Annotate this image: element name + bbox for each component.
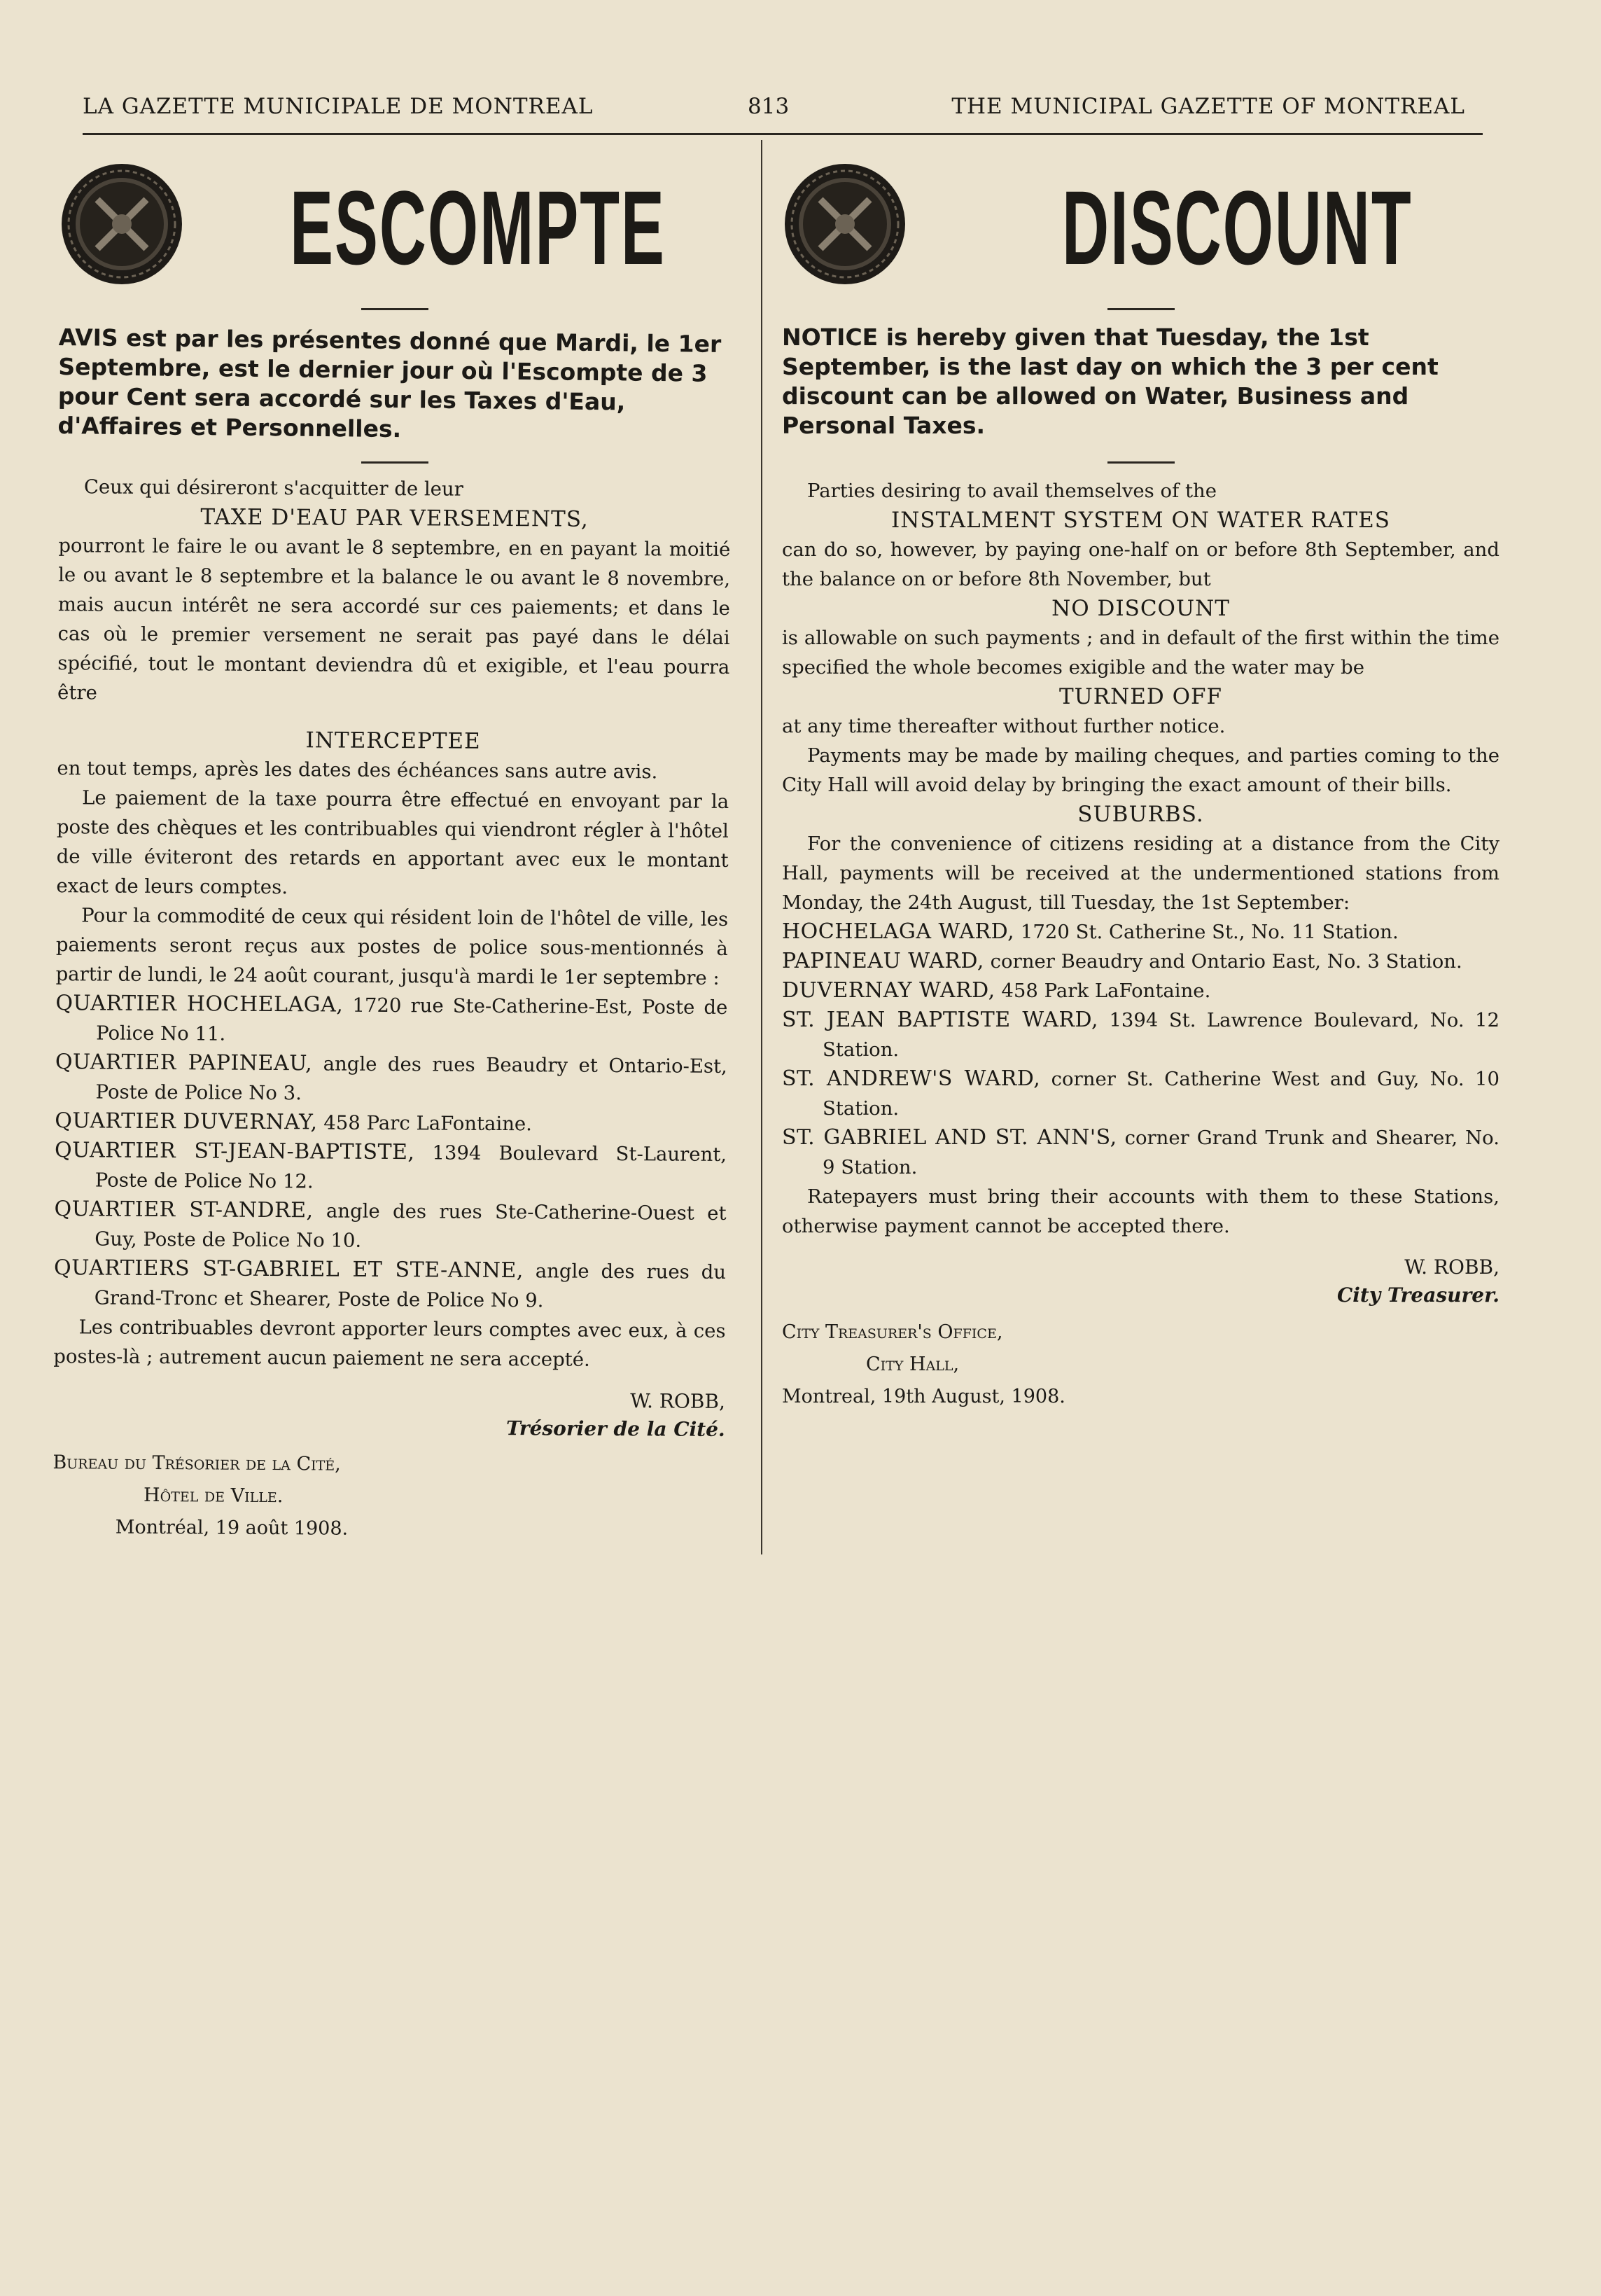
running-header (83, 90, 1465, 122)
english-heading-turned-off: TURNED OFF (1058, 684, 1223, 709)
ward-detail: corner Beaudry and Ontario East, No. 3 Station. (990, 950, 1462, 973)
signature-name: W. ROBB, (630, 1389, 726, 1413)
english-ward-entry (782, 1064, 1499, 1123)
ward-detail: 458 Park LaFontaine. (1001, 980, 1211, 1002)
ward-detail: 1720 rue Ste-Catherine-Est, Poste de Police No 11. (96, 994, 728, 1045)
city-seal-icon (782, 161, 908, 287)
office-date: Montreal, 19th August, 1908. (782, 1386, 1065, 1407)
english-notice: NOTICE is hereby given that Tuesday, the 1st September, is the last day on which the 3 per cent discount can be allowed on Water, Business and Personal Taxes. (782, 323, 1439, 439)
english-column (782, 154, 1499, 1413)
signature-role: Trésorier de la Cité. (505, 1417, 725, 1441)
french-paragraph: Le paiement de la taxe pourra être effectué en envoyant par la poste des chèques et les contribuables qui viendront régler à l'hôtel de ville éviteront des retards en apportant avec eux le montant exact de leurs comptes. (56, 786, 729, 899)
ward-detail: corner Grand Trunk and Shearer, No. 9 Station. (823, 1127, 1499, 1178)
ward-name: ST. GABRIEL AND ST. ANN'S, (782, 1125, 1117, 1150)
rule (1107, 461, 1175, 464)
ward-detail: angle des rues Beaudry et Ontario-Est, Poste de Police No 3. (95, 1052, 727, 1105)
french-ward-entry (54, 1195, 726, 1258)
header-french-title: LA GAZETTE MUNICIPALE DE MONTREAL (83, 94, 594, 119)
english-paragraph: can do so, however, by paying one-half on or before 8th September, and the balance on or before 8th November, but (782, 538, 1499, 590)
signature-role: City Treasurer. (1337, 1283, 1499, 1307)
english-heading-suburbs: SUBURBS. (1077, 802, 1204, 827)
french-paragraph: en tout temps, après les dates des échéances sans autre avis. (57, 757, 658, 784)
french-ward-entry (55, 1106, 727, 1140)
ward-name: QUARTIERS ST-GABRIEL ET STE-ANNE, (53, 1255, 524, 1283)
header-rule (83, 133, 1483, 135)
ward-detail: angle des rues Ste-Catherine-Ouest et Guy, Poste de Police No 10. (95, 1199, 727, 1252)
ward-detail: 1394 St. Lawrence Boulevard, No. 12 Station. (823, 1009, 1499, 1061)
english-title-row (782, 154, 1499, 294)
french-paragraph: Les contribuables devront apporter leurs comptes avec eux, à ces postes-là ; autrement aucun paiement ne sera accepté. (53, 1316, 726, 1371)
english-ward-entry (782, 917, 1499, 947)
english-title: DISCOUNT (1062, 169, 1413, 286)
ward-name: QUARTIER ST-JEAN-BAPTISTE, (54, 1138, 415, 1165)
office-line: Hôtel de Ville. (143, 1484, 284, 1508)
english-heading-instalment: INSTALMENT SYSTEM ON WATER RATES (891, 508, 1390, 533)
ward-detail: corner St. Catherine West and Guy, No. 10 Station. (823, 1068, 1499, 1120)
ward-detail: 1720 St. Catherine St., No. 11 Station. (1020, 921, 1399, 943)
ward-detail: angle des rues du Grand-Tronc et Shearer, Poste de Police No 9. (94, 1260, 727, 1312)
office-date: Montréal, 19 août 1908. (115, 1516, 349, 1540)
ward-name: QUARTIER HOCHELAGA, (55, 991, 344, 1017)
english-ward-entry (782, 1123, 1499, 1182)
ward-name: PAPINEAU WARD, (782, 949, 984, 973)
page-number: 813 (748, 94, 790, 119)
english-office-address (782, 1316, 1499, 1413)
french-notice: AVIS est par les présentes donné que Mardi, le 1er Septembre, est le dernier jour où l'Escompte de 3 pour Cent sera accordé sur les Taxes d'Eau, d'Affaires et Personnelles. (57, 323, 722, 443)
ward-detail: 1394 Boulevard St-Laurent, Poste de Police No 12. (95, 1141, 727, 1193)
ward-name: ST. JEAN BAPTISTE WARD, (782, 1008, 1099, 1032)
signature-name: W. ROBB, (1404, 1255, 1499, 1279)
french-signature (53, 1384, 725, 1444)
ward-name: ST. ANDREW'S WARD, (782, 1066, 1041, 1091)
header-english-title: THE MUNICIPAL GAZETTE OF MONTREAL (951, 94, 1465, 119)
english-intro: Parties desiring to avail themselves of the (807, 480, 1217, 502)
english-signature (782, 1253, 1499, 1309)
french-column (53, 154, 731, 1547)
english-paragraph: at any time thereafter without further notice. (782, 715, 1226, 737)
french-ward-entry (55, 1136, 727, 1199)
rule (361, 461, 428, 464)
english-body (782, 476, 1499, 1413)
ward-name: QUARTIER PAPINEAU, (55, 1050, 313, 1076)
french-heading-instalments: TAXE D'EAU PAR VERSEMENTS, (200, 504, 589, 532)
french-intro: Ceux qui désireront s'acquitter de leur (83, 475, 463, 501)
english-paragraph: Ratepayers must bring their accounts with them to these Stations, otherwise payment cannot be accepted there. (782, 1185, 1499, 1237)
french-heading-intercepted: INTERCEPTEE (305, 728, 481, 754)
english-ward-entry (782, 976, 1499, 1006)
french-title-row (59, 154, 731, 294)
column-divider (761, 140, 762, 1554)
rule (1107, 308, 1175, 310)
office-line: City Hall, (866, 1354, 960, 1375)
french-paragraph: pourront le faire le ou avant le 8 septembre, en en payant la moitié le ou avant le 8 septembre et la balance le ou avant le 8 novembre, mais aucun intérêt ne sera accordé sur ces paiements; et dans le cas où le premier versement ne serait pas payé dans le délai spécifié, tout le montant deviendra dû et exigible, et l'eau pourra être (57, 534, 731, 704)
ward-name: QUARTIER DUVERNAY, (55, 1108, 318, 1135)
english-heading-no-discount: NO DISCOUNT (1051, 596, 1230, 621)
city-seal-icon (59, 161, 185, 287)
rule (361, 308, 428, 310)
english-paragraph: Payments may be made by mailing cheques, and parties coming to the City Hall will avoid delay by bringing the exact amount of their bills. (782, 744, 1499, 796)
french-office-address (53, 1447, 725, 1547)
french-ward-entry (55, 1048, 727, 1111)
ward-name: QUARTIER ST-ANDRE, (54, 1197, 314, 1223)
french-ward-entry (55, 989, 727, 1052)
english-ward-entry (782, 947, 1499, 976)
french-body (53, 472, 731, 1547)
office-line: Bureau du Trésorier de la Cité, (53, 1452, 341, 1475)
english-paragraph: is allowable on such payments ; and in default of the first within the time specified the whole becomes exigible and the water may be (782, 627, 1499, 679)
ward-name: HOCHELAGA WARD, (782, 919, 1015, 944)
french-ward-entry (54, 1253, 726, 1316)
french-title: ESCOMPTE (290, 169, 666, 286)
english-paragraph: For the convenience of citizens residing at a distance from the City Hall, payments will be received at the undermentioned stations from Monday, the 24th August, till Tuesday, the 1st September: (782, 833, 1499, 914)
ward-detail: 458 Parc LaFontaine. (323, 1111, 533, 1136)
french-paragraph: Pour la commodité de ceux qui résident loin de l'hôtel de ville, les paiements seront reçus aux postes de police sous-mentionnés à partir de lundi, le 24 août courant, jusqu'à mardi le 1er septembre : (55, 904, 729, 989)
english-ward-entry (782, 1006, 1499, 1064)
office-line: City Treasurer's Office, (782, 1321, 1003, 1343)
ward-name: DUVERNAY WARD, (782, 978, 995, 1003)
